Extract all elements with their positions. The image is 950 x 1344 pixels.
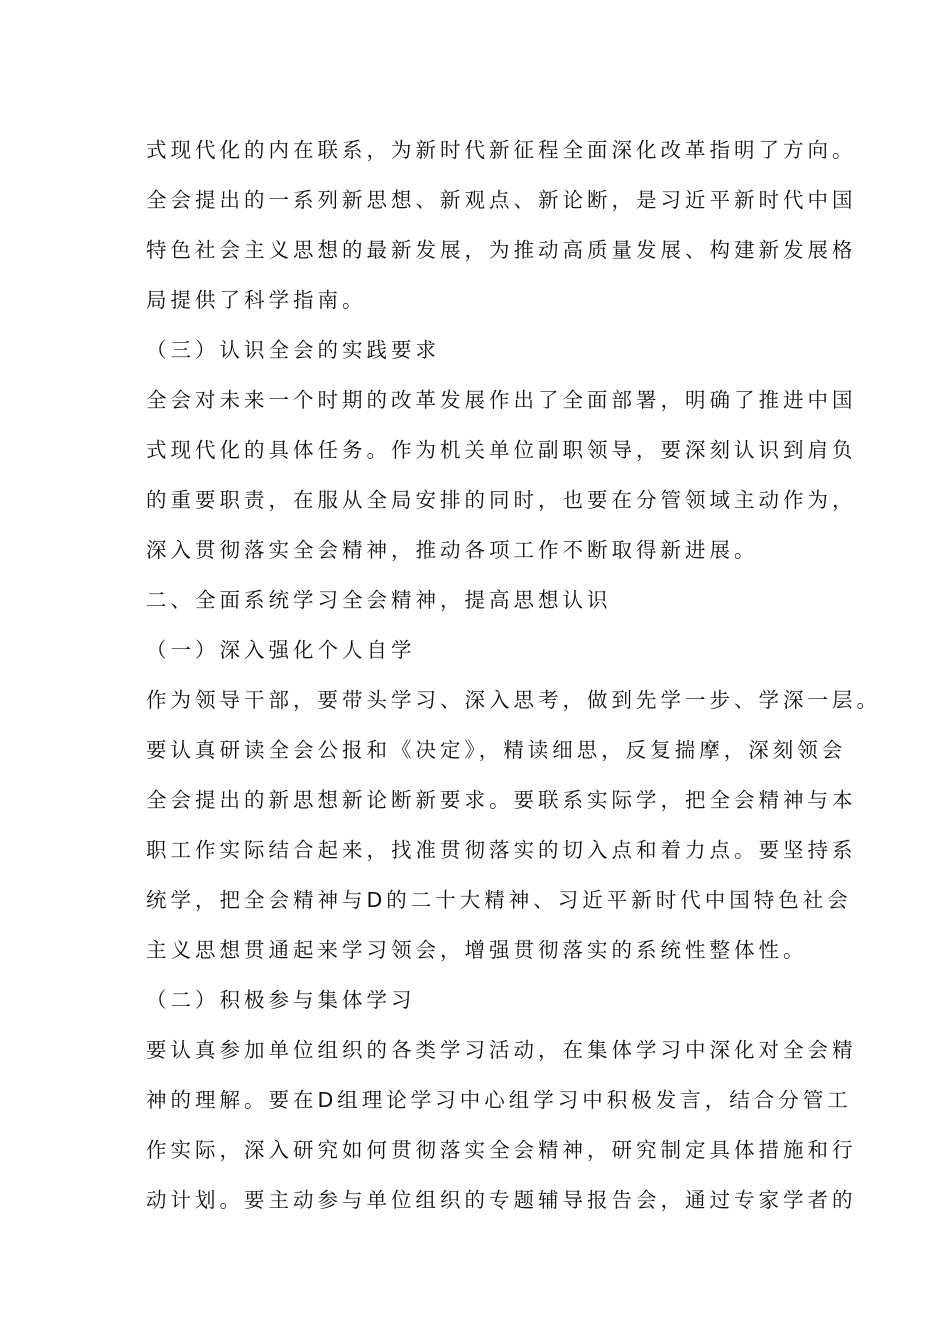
- body-text-line: 作实际，深入研究如何贯彻落实全会精神，研究制定具体措施和行: [146, 1138, 857, 1162]
- body-text-line: 全会提出的一系列新思想、新观点、新论断，是习近平新时代中国: [146, 188, 857, 212]
- body-text-line: 要认真参加单位组织的各类学习活动，在集体学习中深化对全会精: [146, 1038, 857, 1062]
- body-text-line: 全会提出的新思想新论断新要求。要联系实际学，把全会精神与本: [146, 788, 857, 812]
- body-text-line: 主义思想贯通起来学习领会，增强贯彻落实的系统性整体性。: [146, 938, 808, 962]
- subsection-heading: （一）深入强化个人自学: [146, 638, 416, 662]
- subsection-heading: （二）积极参与集体学习: [146, 988, 416, 1012]
- body-text-line: 式现代化的内在联系，为新时代新征程全面深化改革指明了方向。: [146, 138, 857, 162]
- body-text-line: 动计划。要主动参与单位组织的专题辅导报告会，通过专家学者的: [146, 1188, 857, 1212]
- body-text-line: 要认真研读全会公报和《决定》，精读细思，反复揣摩，深刻领会: [146, 738, 847, 762]
- subsection-heading: （三）认识全会的实践要求: [146, 338, 440, 362]
- section-heading: 二、全面系统学习全会精神，提高思想认识: [146, 588, 612, 612]
- body-text-line: 的重要职责，在服从全局安排的同时，也要在分管领域主动作为，: [146, 488, 857, 512]
- body-text-line: 职工作实际结合起来，找准贯彻落实的切入点和着力点。要坚持系: [146, 838, 857, 862]
- body-text-line: 全会对未来一个时期的改革发展作出了全面部署，明确了推进中国: [146, 388, 857, 412]
- body-text-line: 特色社会主义思想的最新发展，为推动高质量发展、构建新发展格: [146, 238, 857, 262]
- body-text-line: 局提供了科学指南。: [146, 288, 367, 312]
- body-text-line: 深入贯彻落实全会精神，推动各项工作不断取得新进展。: [146, 538, 759, 562]
- body-text-line: 式现代化的具体任务。作为机关单位副职领导，要深刻认识到肩负: [146, 438, 857, 462]
- body-text-line: 神的理解。要在D组理论学习中心组学习中积极发言，结合分管工: [146, 1088, 852, 1112]
- body-text-line: 统学，把全会精神与D的二十大精神、习近平新时代中国特色社会: [146, 888, 852, 912]
- body-text-line: 作为领导干部，要带头学习、深入思考，做到先学一步、学深一层。: [146, 688, 881, 712]
